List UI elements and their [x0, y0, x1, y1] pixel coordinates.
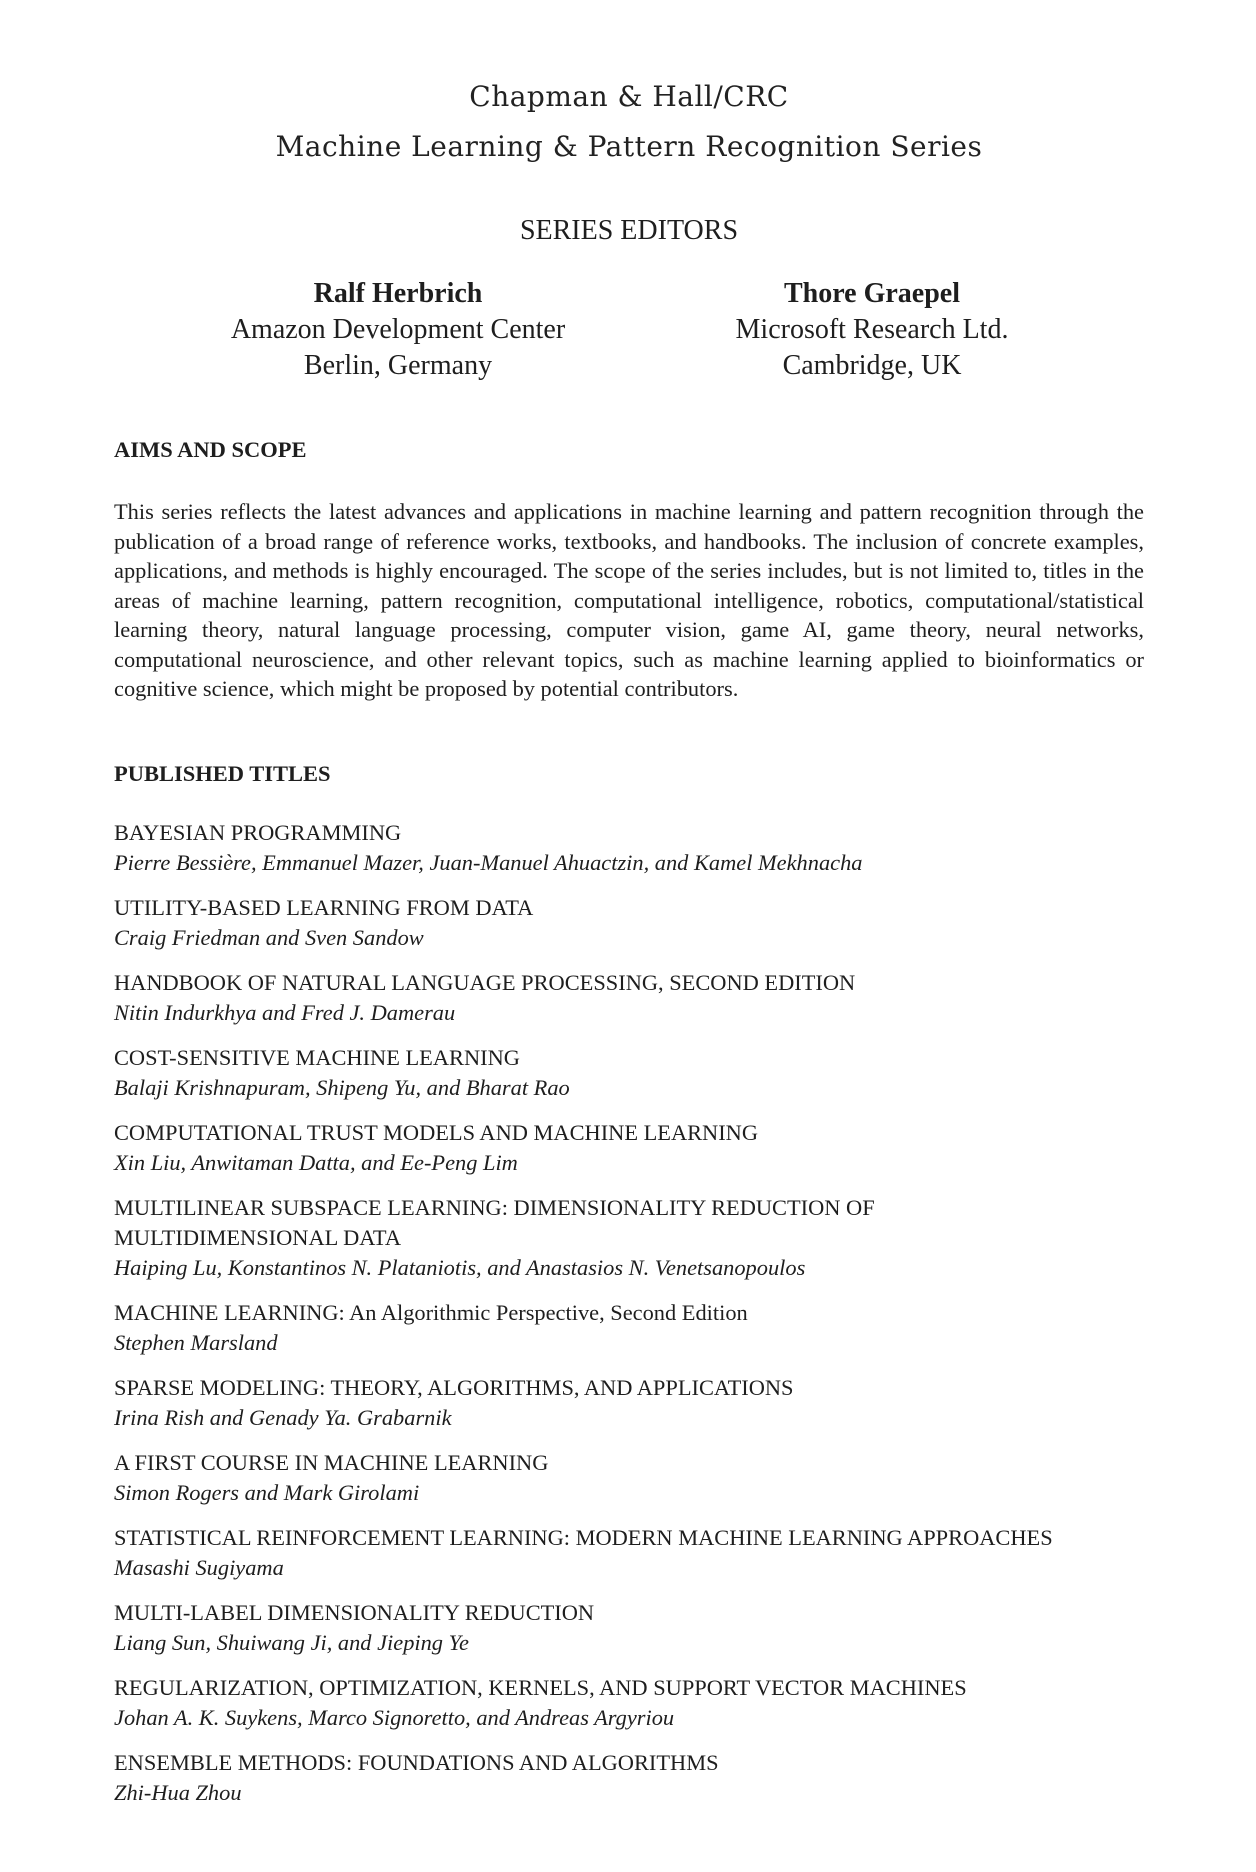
editor-name: Ralf Herbrich	[313, 278, 483, 309]
title-entry	[114, 1118, 1164, 1178]
editor-location: Berlin, Germany	[303, 350, 493, 381]
book-title: SPARSE MODELING: THEORY, ALGORITHMS, AND APPLICATIONS	[114, 1375, 794, 1400]
book-authors: Craig Friedman and Sven Sandow	[114, 925, 424, 950]
book-authors: Simon Rogers and Mark Girolami	[114, 1480, 420, 1505]
published-titles-list	[114, 818, 1164, 1823]
publisher-name: Chapman & Hall/CRC	[469, 80, 789, 113]
book-title: MACHINE LEARNING: An Algorithmic Perspective, Second Edition	[114, 1300, 748, 1325]
title-entry	[114, 893, 1164, 953]
book-authors: Nitin Indurkhya and Fred J. Damerau	[114, 1000, 456, 1025]
editor-org: Amazon Development Center	[230, 314, 566, 345]
book-title: ENSEMBLE METHODS: FOUNDATIONS AND ALGORITHMS	[114, 1750, 719, 1775]
book-authors: Pierre Bessière, Emmanuel Mazer, Juan-Manuel Ahuactzin, and Kamel Mekhnacha	[114, 850, 863, 875]
book-authors: Johan A. K. Suykens, Marco Signoretto, and Andreas Argyriou	[114, 1705, 675, 1730]
title-entry	[114, 1523, 1164, 1583]
book-title: HANDBOOK OF NATURAL LANGUAGE PROCESSING, SECOND EDITION	[114, 970, 856, 995]
book-authors: Balaji Krishnapuram, Shipeng Yu, and Bharat Rao	[114, 1075, 570, 1100]
aims-paragraph: This series reflects the latest advances and applications in machine learning and pattern recognition through the publication of a broad range of reference works, textbooks, and handbooks. The inclusion of concrete examples, applications, and methods is highly encouraged. The scope of the series includes, but is not limited to, titles in the areas of machine learning, pattern recognition, computational intelligence, robotics, computational/statistical learning theory, natural language processing, computer vision, game AI, game theory, neural networks, computational neuroscience, and other relevant topics, such as machine learning applied to bioinformatics or cognitive science, which might be proposed by potential contributors.	[114, 499, 1144, 701]
title-entry	[114, 1748, 1164, 1808]
published-heading: PUBLISHED TITLES	[114, 761, 331, 786]
book-title: STATISTICAL REINFORCEMENT LEARNING: MODERN MACHINE LEARNING APPROACHES	[114, 1525, 1053, 1550]
editor-left	[188, 276, 608, 384]
title-entry	[114, 1043, 1164, 1103]
title-entry	[114, 1673, 1164, 1733]
editor-name: Thore Graepel	[783, 278, 960, 309]
book-authors: Masashi Sugiyama	[114, 1555, 284, 1580]
editor-right	[662, 276, 1082, 384]
title-entry	[114, 1373, 1164, 1433]
title-entry	[114, 1598, 1164, 1658]
book-title: A FIRST COURSE IN MACHINE LEARNING	[114, 1450, 549, 1475]
book-authors: Zhi-Hua Zhou	[114, 1780, 242, 1805]
title-entry	[114, 968, 1164, 1028]
book-title: UTILITY-BASED LEARNING FROM DATA	[114, 895, 534, 920]
book-title: BAYESIAN PROGRAMMING	[114, 820, 402, 845]
title-entry	[114, 1448, 1164, 1508]
book-authors: Liang Sun, Shuiwang Ji, and Jieping Ye	[114, 1630, 469, 1655]
series-editors-label: SERIES EDITORS	[519, 215, 739, 246]
book-title: COST-SENSITIVE MACHINE LEARNING	[114, 1045, 520, 1070]
editor-org: Microsoft Research Ltd.	[735, 314, 1009, 345]
book-title: REGULARIZATION, OPTIMIZATION, KERNELS, AND SUPPORT VECTOR MACHINES	[114, 1675, 967, 1700]
book-authors: Stephen Marsland	[114, 1330, 278, 1355]
series-name: Machine Learning & Pattern Recognition Series	[275, 130, 983, 163]
book-title: MULTI-LABEL DIMENSIONALITY REDUCTION	[114, 1600, 595, 1625]
book-title: COMPUTATIONAL TRUST MODELS AND MACHINE LEARNING	[114, 1120, 759, 1145]
book-authors: Xin Liu, Anwitaman Datta, and Ee-Peng Lim	[114, 1150, 518, 1175]
title-entry	[114, 1193, 1164, 1283]
book-title: MULTILINEAR SUBSPACE LEARNING: DIMENSIONALITY REDUCTION OF MULTIDIMENSIONAL DATA	[114, 1195, 875, 1250]
series-header	[114, 72, 1144, 172]
aims-heading: AIMS AND SCOPE	[114, 437, 307, 462]
title-entry	[114, 818, 1164, 878]
title-entry	[114, 1298, 1164, 1358]
editor-location: Cambridge, UK	[782, 350, 962, 381]
book-authors: Haiping Lu, Konstantinos N. Plataniotis, and Anastasios N. Venetsanopoulos	[114, 1255, 806, 1280]
book-authors: Irina Rish and Genady Ya. Grabarnik	[114, 1405, 452, 1430]
